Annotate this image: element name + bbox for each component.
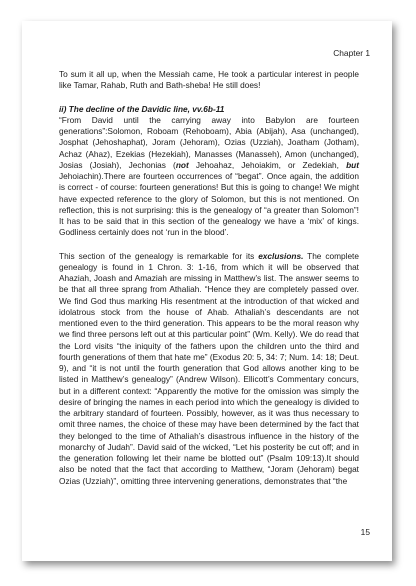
emphasis-not: not	[175, 159, 189, 170]
paragraph-summary: To sum it all up, when the Messiah came, He took a particular interest in people like Tamar, Rahab, Ruth and Bath-sheba! He still does!	[59, 69, 359, 91]
emphasis-exclusions: exclusions.	[258, 250, 304, 261]
text-span: This section of the genealogy is remarkable for its	[59, 250, 259, 261]
paragraph-exclusions	[59, 251, 359, 487]
document-page	[22, 21, 392, 561]
running-header: Chapter 1	[333, 48, 370, 58]
text-span: Jehoiachin).There are fourteen occurrences of “begat”. Once again, the addition is correct - of course: fourteen generations! But this is going to change! We might have expected reference to the glory of Solomon, but this is not mentioned. On reflection, this is not surprising: this is the genealogy of “a greater than Solomon”! It has to be said that in this section of the genealogy we have a ‘mix’ of kings. Godliness certainly does not ‘run in the blood’.	[59, 171, 359, 238]
paragraph-generations	[59, 115, 359, 239]
page-number: 15	[360, 527, 370, 537]
text-span: Jehoahaz, Jehoiakim, or Zedekiah,	[188, 159, 347, 170]
page-body	[59, 69, 359, 487]
text-span: The complete genealogy is found in 1 Chron. 3: 1-16, from which it will be observed that Ahaziah, Joash and Amaziah are missing in Matthew’s list. The answer seems to be that all three sprang from Athaliah. “Hence they are completely passed over. We find God thus marking His resentment at the introduction of that wicked and idolatrous stock from the house of Ahab. Athaliah’s descendants are not mentioned even to the third generation. This appears to be the moral reason why we find three persons left out at this particular point” (Wm. Kelly). We do read that the Lord visits “the iniquity of the fathers upon the children unto the third and fourth generations of them that hate me” (Exodus 20: 5, 34: 7; Num. 14: 18; Deut. 9), and “it is not until the fourth generation that God allows another king to be listed in Matthew’s genealogy” (Andrew Wilson). Ellicott’s Commentary concurs, but in a different context: “Apparently the motive for the omission was simply the desire of bringing the names in each period into which the genealogy is divided to the arbitrary standard of fourteen. Possibly, however, as it was thus necessary to omit three names, the choice of these may have been determined by the fact that they belonged to the time of Athaliah’s disastrous influence in the history of the monarchy of Judah”. David said of the wicked, “Let his posterity be cut off; and in the generation following let their name be blotted out” (Psalm 109:13).It should also be noted that the fact that according to Matthew, “Joram (Jehoram) begat Ozias (Uzziah)”, omitting three intervening generations, demonstrates that “the	[59, 250, 359, 486]
text-span: “From David until the carrying away into Babylon are fourteen generations”:Solomon, Roboam (Rehoboam), Abia (Abijah), Asa (unchanged), Josphat (Jehoshaphat), Joram (Jehoram), Ozias (Uzziah), Joatham (Jotham), Achaz (Ahaz), Ezekias (Hezekiah), Manasses (Manasseh), Amon (unchanged), Josias (Josiah), Jechonias (	[59, 114, 359, 170]
section-heading: ii) The decline of the Davidic line, vv.6b-11	[59, 103, 225, 114]
emphasis-but: but	[346, 159, 359, 170]
